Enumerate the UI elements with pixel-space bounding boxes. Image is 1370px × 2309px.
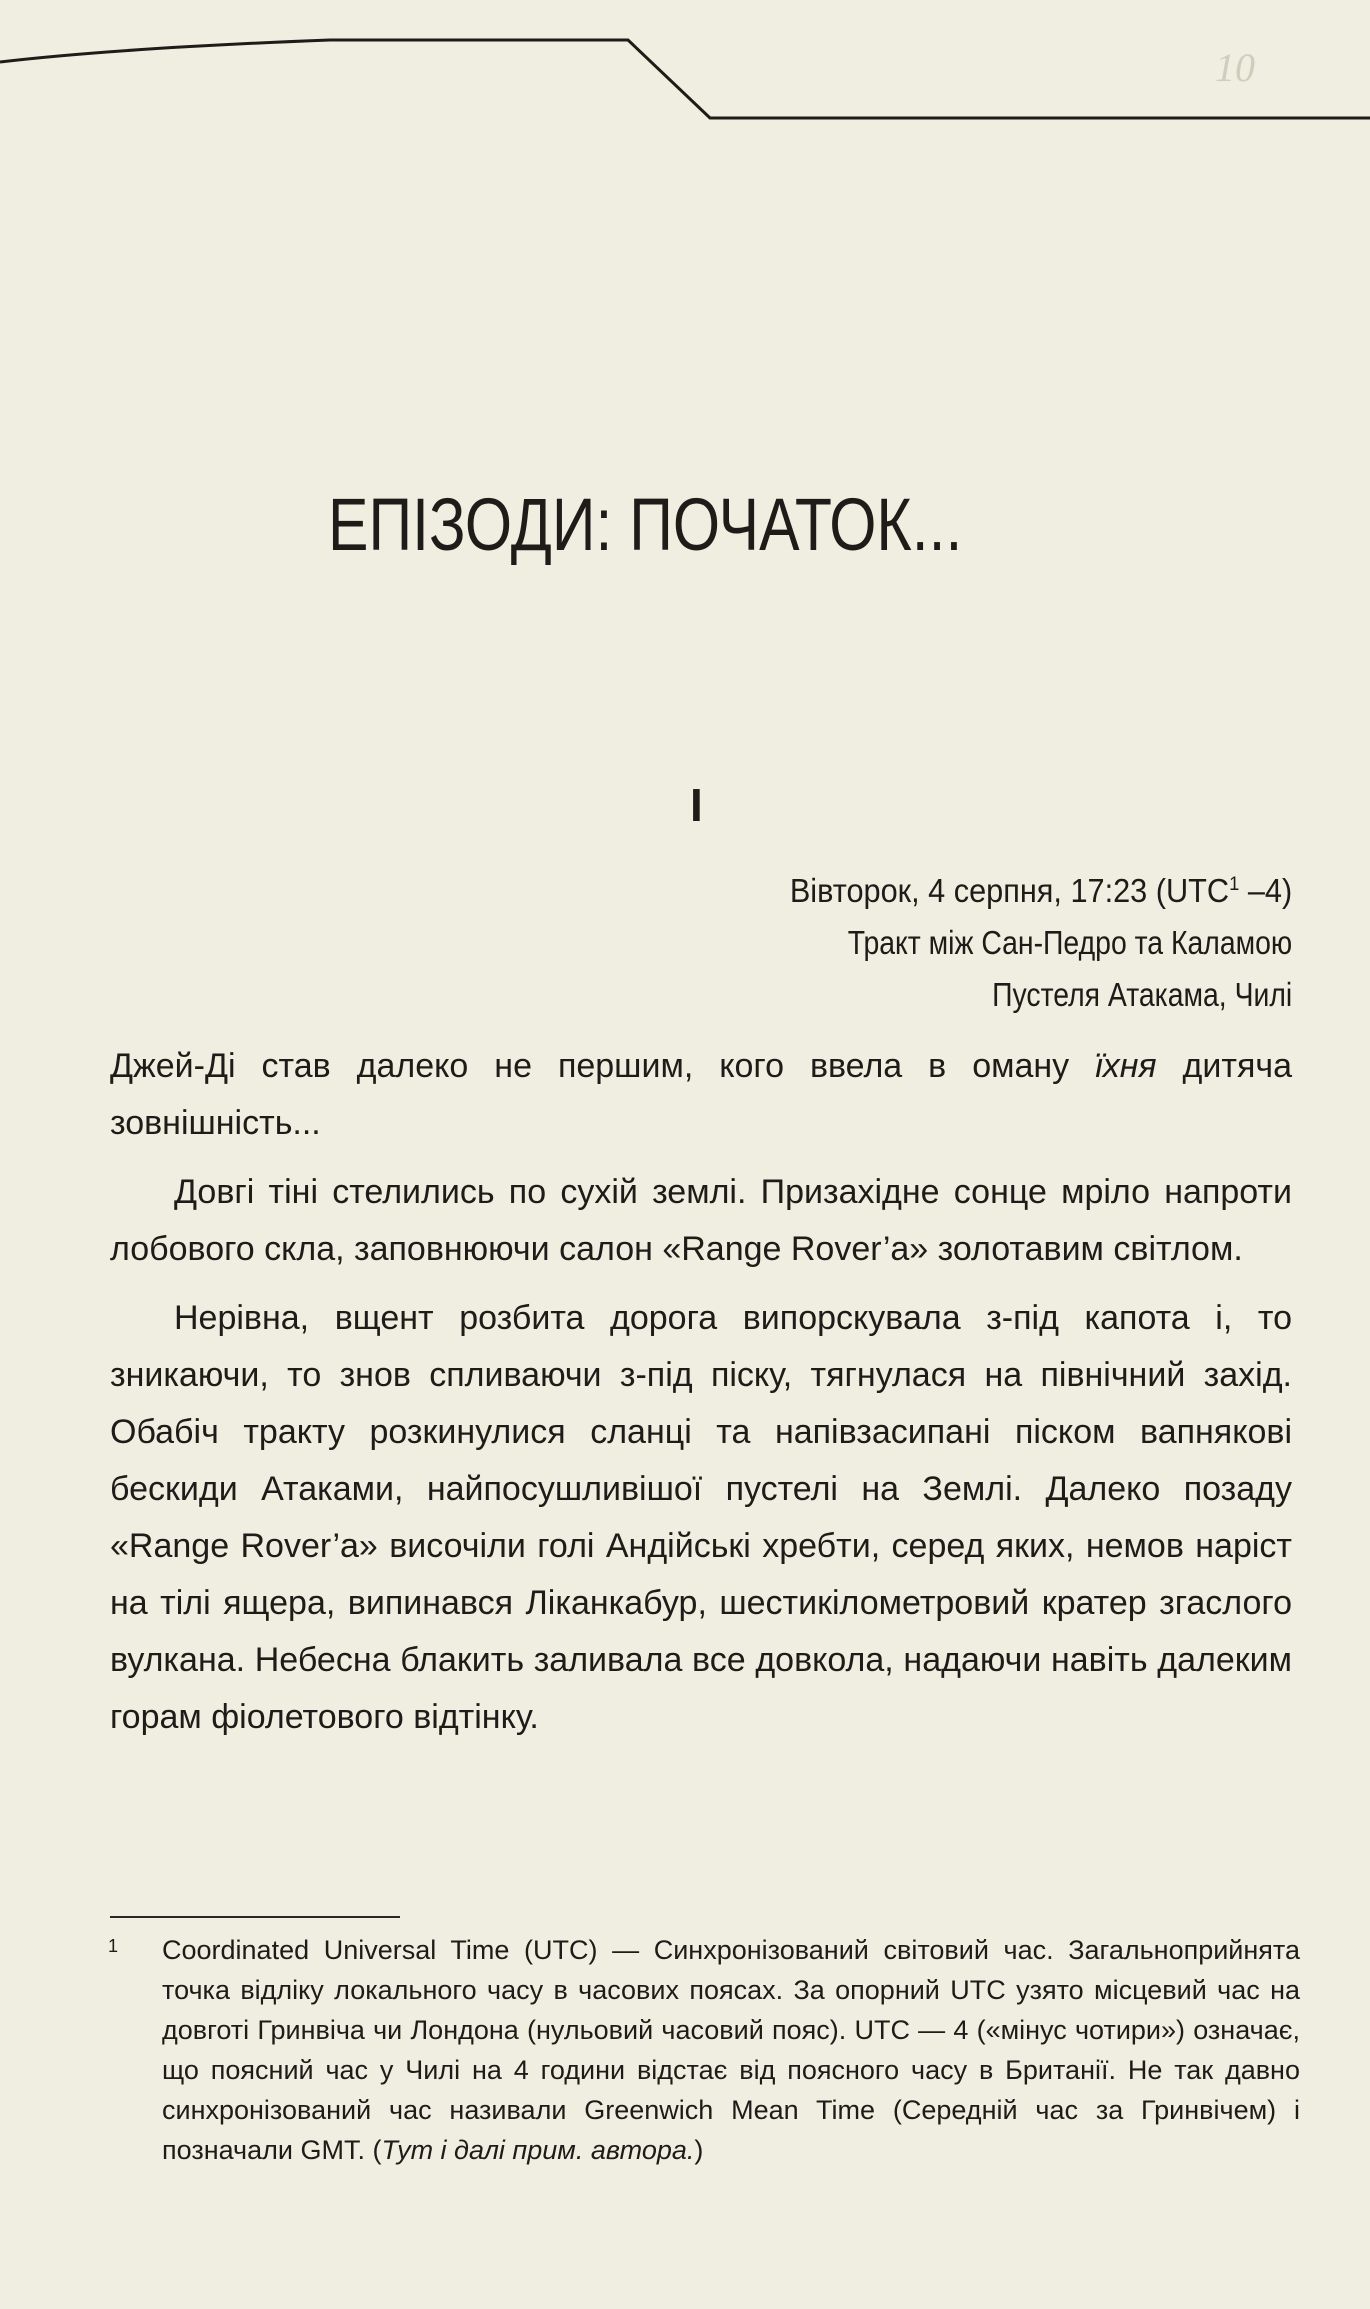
footnote-divider [110,1916,400,1918]
paragraph: Довгі тіні стелились по сухій землі. Призахідне сонце мріло напроти лобового скла, заповнюючи салон «Range Rover’а» золотавим світлом. [110,1173,1292,1268]
footnote-ref: 1 [1228,873,1240,895]
header-rule [0,0,1370,140]
dateline-date: Вівторок, 4 серпня, 17:23 (UTC$^1$ –4) [789,872,1292,909]
footnote-marker: 1 [108,1936,119,1956]
dateline-location: Пустеля Атакама, Чилі [991,976,1292,1013]
page-number: 10 [1215,45,1255,90]
section-number: I [690,779,703,831]
footnote-text: Coordinated Universal Time (UTC) — Синхронізований світовий час. Загальноприйнята точка відліку локального часу в часових поясах. За опорний UTC узято місцевий час на довготі Гринвіча чи Лондона (нульовий часовий пояс). UTC — 4 («мінус чотири») означає, що поясний час у Чилі на 4 години відстає від поясного часу в Британії. Не так давно синхронізований час називали Greenwich Mean Time (Середній час за Гринвічем) і позначали GMT. (Тут і далі прим. автора.) [162,1935,1300,2165]
body-text [110,1038,1292,1758]
paragraph: Нерівна, вщент розбита дорога випорскувала з-під капота і, то зникаючи, то знов спливаючи з-під піску, тягнулася на північний захід. Обабіч тракту розкинулися сланці та напівзасипані піском вапнякові бескиди Атаками, найпосушливішої пустелі на Землі. Далеко позаду «Range Rover’а» височіли голі Андійські хребти, серед яких, немов наріст на тілі ящера, випинався Ліканкабур, шестикілометровий кратер згаслого вулкана. Небесна блакить заливала все довкола, надаючи навіть далеким горам фіолетового відтінку. [110,1299,1292,1736]
footnote [110,1930,1300,2170]
dateline-route: Тракт між Сан-Педро та Каламою [847,924,1292,961]
chapter-title: ЕПІЗОДИ: ПОЧАТОК... [328,483,963,566]
dateline [752,865,1292,1021]
paragraph: Джей-Ді став далеко не першим, кого ввела в оману їхня дитяча зовнішність... [110,1047,1292,1142]
